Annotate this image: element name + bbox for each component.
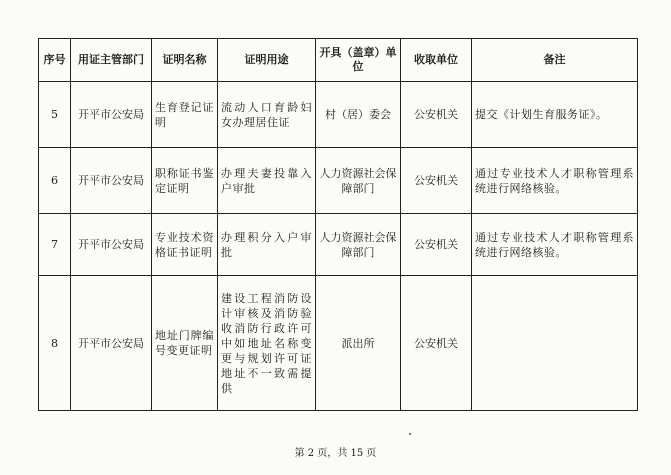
scan-speck [409, 433, 411, 435]
table-row [39, 276, 638, 411]
cell-cert-name: 地址门牌编号变更证明 [152, 276, 218, 411]
cell-serial: 8 [39, 276, 71, 411]
table-row [39, 214, 638, 276]
header-serial: 序号 [39, 39, 71, 82]
cell-cert-name: 专业技术资格证书证明 [152, 214, 218, 276]
cell-receiver: 公安机关 [401, 276, 472, 411]
cell-dept: 开平市公安局 [71, 276, 152, 411]
header-cert-name: 证明名称 [152, 39, 218, 82]
cell-cert-name: 生育登记证明 [152, 82, 218, 148]
cell-note: 通过专业技术人才职称管理系统进行网络核验。 [472, 214, 638, 276]
cell-note: 提交《计划生育服务证》。 [472, 82, 638, 148]
cell-dept: 开平市公安局 [71, 82, 152, 148]
table-row [39, 148, 638, 214]
cell-serial: 5 [39, 82, 71, 148]
cell-note: 通过专业技术人才职称管理系统进行网络核验。 [472, 148, 638, 214]
cell-serial: 7 [39, 214, 71, 276]
table-row [39, 82, 638, 148]
cell-dept: 开平市公安局 [71, 214, 152, 276]
certificate-table [38, 38, 638, 411]
cell-issuer: 村（居）委会 [316, 82, 401, 148]
cell-receiver: 公安机关 [401, 82, 472, 148]
header-cert-use: 证明用途 [218, 39, 316, 82]
cell-dept: 开平市公安局 [71, 148, 152, 214]
cell-serial: 6 [39, 148, 71, 214]
header-receiver: 收取单位 [401, 39, 472, 82]
table-header-row [39, 39, 638, 82]
cell-cert-use: 流动人口育龄妇女办理居住证 [218, 82, 316, 148]
cell-issuer: 人力资源社会保障部门 [316, 148, 401, 214]
header-issuer: 开具（盖章）单位 [316, 39, 401, 82]
page-number: 第 2 页，共 15 页 [294, 448, 377, 459]
cell-cert-use: 办理积分入户审批 [218, 214, 316, 276]
cell-receiver: 公安机关 [401, 148, 472, 214]
cell-note [472, 276, 638, 411]
cell-cert-name: 职称证书鉴定证明 [152, 148, 218, 214]
cell-cert-use: 建设工程消防设计审核及消防验收消防行政许可中如地址名称变更与规划许可证地址不一致需提供 [218, 276, 316, 411]
header-dept: 用证主管部门 [71, 39, 152, 82]
cell-receiver: 公安机关 [401, 214, 472, 276]
cell-cert-use: 办理夫妻投靠入户审批 [218, 148, 316, 214]
header-note: 备注 [472, 39, 638, 82]
cell-issuer: 人力资源社会保障部门 [316, 214, 401, 276]
cell-issuer: 派出所 [316, 276, 401, 411]
